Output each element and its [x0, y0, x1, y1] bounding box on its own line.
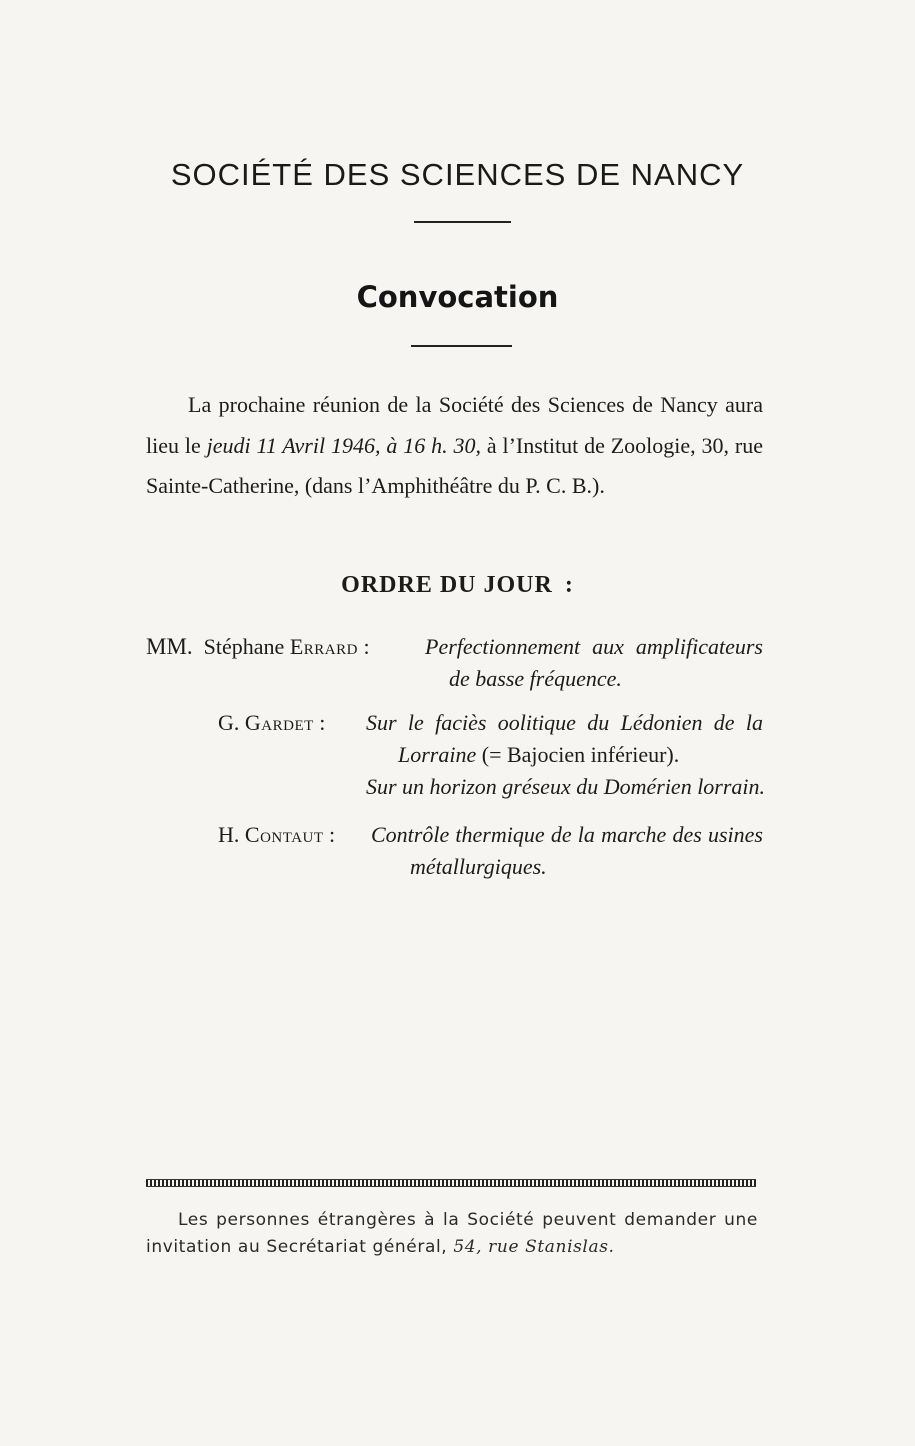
meeting-date: jeudi 11 Avril 1946, à 16 h. 30, — [206, 432, 481, 458]
agenda-heading-colon: : — [564, 572, 574, 598]
announcement-text-2: à l’Institut de Zoologie, 30, rue Sainte-Catherine, (dans l’Amphithéâtre du P. C. B.). — [146, 432, 764, 498]
entry-speaker — [218, 710, 325, 736]
entry-topic-line1: Perfectionnement aux amplificateurs — [425, 634, 763, 659]
society-title: SOCIÉTÉ DES SCIENCES DE NANCY — [170, 157, 745, 192]
entry-speaker — [146, 634, 370, 660]
divider-bottom — [411, 345, 512, 347]
entry-topic-line1: Contrôle thermique de la marche des usines — [371, 822, 763, 847]
entry-first-name: G. — [218, 710, 240, 735]
entry-first-name: Stéphane — [203, 634, 285, 659]
announcement-paragraph — [146, 385, 763, 507]
entry-first-name: H. — [218, 822, 240, 847]
footnote-address: , rue Stanislas. — [476, 1237, 615, 1257]
agenda-heading-text: ORDRE DU JOUR — [341, 572, 553, 598]
entry-speaker — [218, 822, 335, 848]
footnote-number: 54 — [453, 1237, 477, 1257]
footnote-text: Les personnes étrangères à la Société peuvent demander une invitation au Secrétariat général, — [146, 1210, 758, 1257]
entry-topic-line3: Sur un horizon gréseux du Domérien lorrain. — [366, 774, 766, 799]
footnote — [146, 1207, 758, 1261]
entry-separator: : — [363, 634, 370, 659]
entry-surname: Errard — [289, 634, 358, 659]
entry-topic-line2: de basse fréquence. — [449, 666, 622, 691]
entry-topic-line1: Sur le faciès oolitique du Lédonien de la — [366, 710, 763, 735]
entry-topic-normal: (= Bajocien inférieur). — [481, 742, 680, 767]
agenda-heading — [0, 572, 915, 599]
entry-prefix: MM. — [146, 634, 193, 659]
entry-separator: : — [319, 710, 326, 735]
entry-topic-line2 — [398, 742, 679, 768]
entry-topic-italic: Lorraine — [398, 742, 477, 767]
divider-top — [414, 221, 511, 223]
dotted-separator — [146, 1179, 756, 1187]
entry-separator: : — [329, 822, 336, 847]
entry-surname: Contaut — [244, 822, 324, 847]
announcement-text-1: La prochaine réunion de la Société des Sciences de Nancy aura lieu le — [146, 392, 763, 458]
entry-topic-line2: métallurgiques. — [410, 854, 547, 879]
entry-surname: Gardet — [244, 710, 314, 735]
convocation-title: Convocation — [356, 280, 559, 314]
